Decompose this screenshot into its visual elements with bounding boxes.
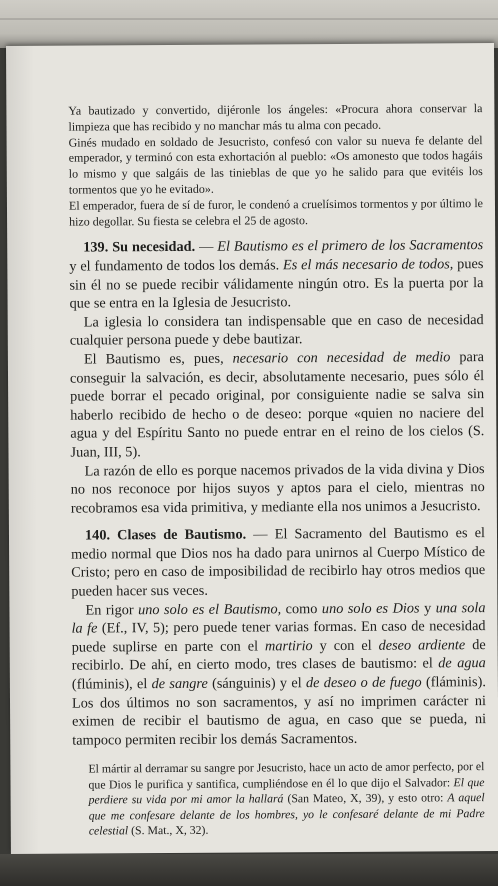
section-139-paragraph-1: 139. Su necesidad. — El Bautismo es el primero de los Sacramentos y el fundamento de todos los demás. Es el más necesario de todos, pues sin él no se puede recibir válidamente ningún otro. Es la puerta por la que se entra en la Iglesia de Jesucristo. <box>69 237 484 312</box>
section-140-heading: 140. Clases de Bautismo. <box>84 526 247 544</box>
intro-story <box>68 101 483 230</box>
section-139-paragraph-4: La razón de ello es porque nacemos privados de la vida divina y Dios no nos reconoce por hijos suyos y aptos para el cielo, mientras no recobramos esa vida primitiva, y mediante ella nos unimos a Jesucristo. <box>70 460 485 517</box>
section-139-heading: 139. Su necesidad. <box>83 239 196 256</box>
section-139-paragraph-2: La iglesia lo considera tan indispensable que en caso de necesidad cualquier persona puede y debe bautizar. <box>69 311 484 349</box>
book-page <box>6 43 498 854</box>
martyr-note <box>88 759 484 838</box>
section-140-paragraph-2: En rigor uno solo es el Bautismo, como uno solo es Dios y una sola la fe (Ef., IV, 5); pero puede tener varias formas. En caso de necesidad puede suplirse en parte con el martirio y con el deseo ardiente de recibirlo. De ahí, en cierto modo, tres clases de bautismo: el de agua (flúminis), el de sangre (sánguinis) y el de deseo o de fuego (fláminis). Los dos últimos no son sacramentos, y así no imprimen carácter ni eximen de recibir el bautismo de agua, en caso que se pueda, ni tampoco permiten recibir los demás Sacramentos. <box>71 599 487 749</box>
section-140-paragraph-1: 140. Clases de Bautismo. — El Sacramento del Bautismo es el medio normal que Dios nos ha dado para unirnos al Cuerpo Místico de Cristo; pero en caso de imposibilidad de recibirlo hay otros medios que pueden hacer sus veces. <box>71 525 486 600</box>
background-surface <box>0 854 498 886</box>
section-139 <box>69 236 485 517</box>
note-paragraph: El mártir al derramar su sangre por Jesucristo, hace un acto de amor perfecto, por el que Dios le purifica y santifica, cumpliéndose en él lo que dijo el Salvador: El que perdiere su vida por mi amor la hallará (San Mateo, X, 39), y esto otro: A aquel que me confesare delante de los hombres, yo le confesaré delante de mi Padre celestial (S. Mat., X, 32). <box>88 759 485 838</box>
section-140 <box>71 524 486 750</box>
previous-page-edge <box>0 0 498 48</box>
section-139-paragraph-3: El Bautismo es, pues, necesario con necesidad de medio para conseguir la salvación, es decir, absolutamente necesario, pues sólo él puede borrar el pecado original, por consiguiente nadie se salva sin haberlo recibido de hecho o de deseo: porque «quien no naciere del agua y del Espíritu Santo no puede entrar en el reino de los cielos (S. Juan, III, 5). <box>69 349 485 461</box>
intro-paragraph: El emperador, fuera de sí de furor, le condenó a cruelísimos tormentos y por último le hizo degollar. Su fiesta se celebra el 25 de agosto. <box>68 195 484 229</box>
intro-paragraph: Ya bautizado y convertido, dijéronle los ángeles: «Procura ahora conservar la limpieza que has recibido y no manchar más tu alma con pecado. <box>68 101 483 134</box>
page-content <box>68 101 487 870</box>
intro-paragraph: Ginés mudado en soldado de Jesucristo, confesó con valor su nueva fe delante del emperador, y terminó con esta exhortación al pueblo: «Os amonesto que todos hagáis lo mismo y que salgáis de las tinieblas de que yo he salido para que evitéis los tormentos que yo he evitado». <box>68 132 483 197</box>
